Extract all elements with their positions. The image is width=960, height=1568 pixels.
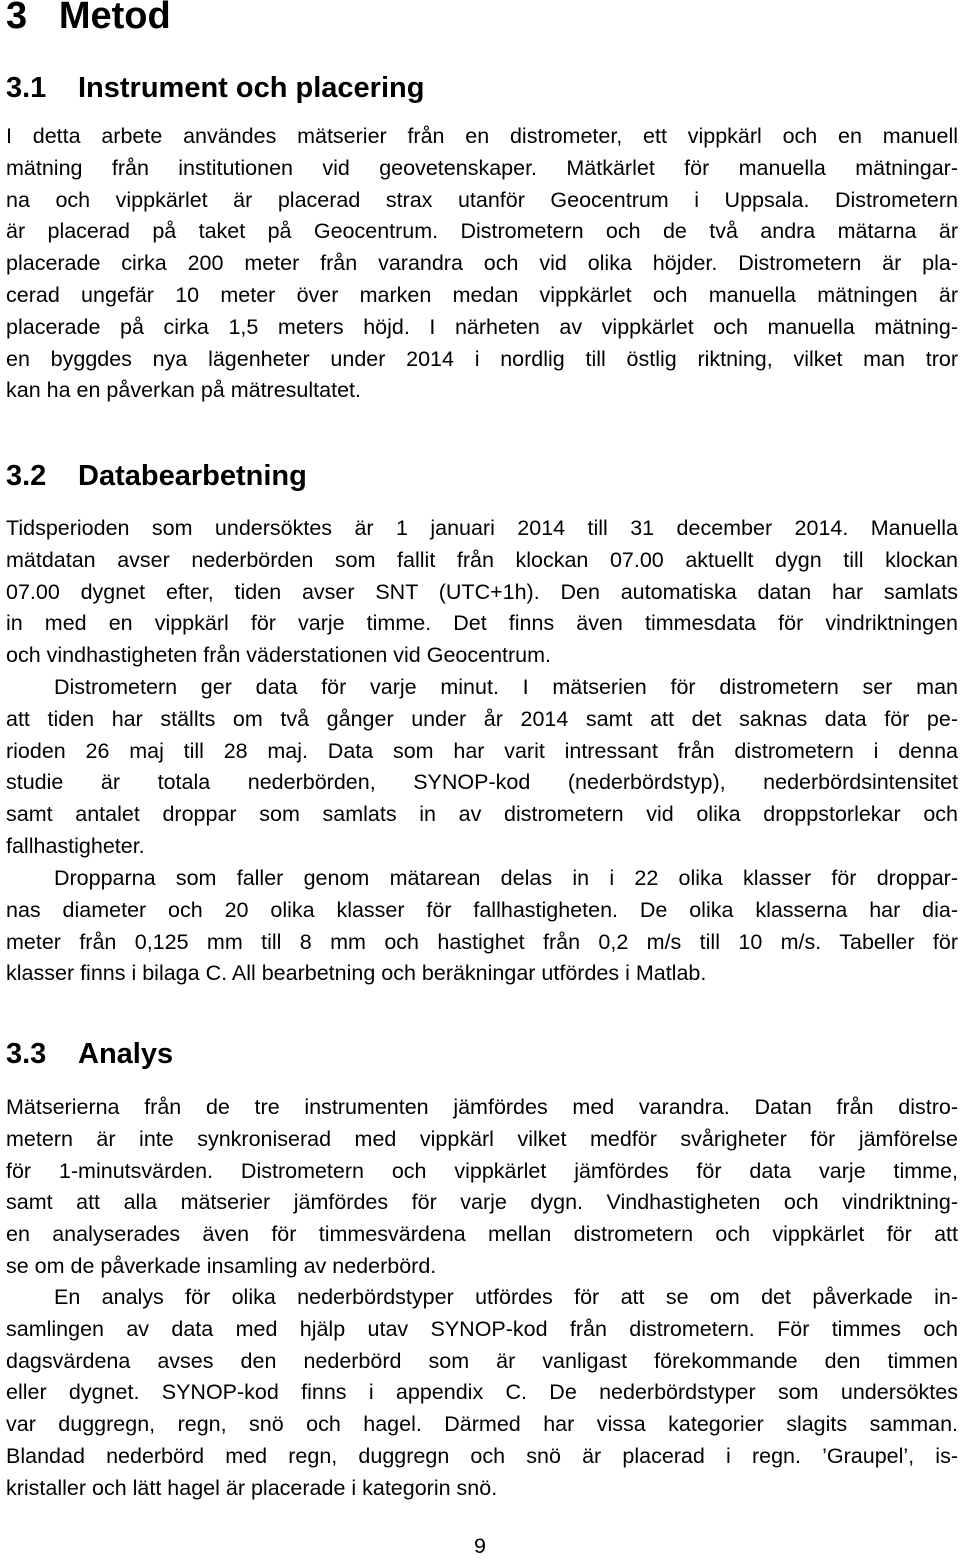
text-line: 07.00 dygnet efter, tiden avser SNT (UTC+1h). Den automatiska datan har samlats (6, 579, 958, 604)
text-line: att tiden har ställts om två gånger under år 2014 samt att det saknas data för pe- (6, 706, 958, 731)
text-line: Dropparna som faller genom mätarean delas in i 22 olika klasser för droppar- (54, 866, 958, 890)
text-line: fallhastigheter. (6, 833, 145, 858)
text-line: en analyserades även för timmesvärdena mellan distrometern och vippkärlet för att (6, 1222, 958, 1247)
text-line: en byggdes nya lägenheter under 2014 i nordlig till östlig riktning, vilket man tror (6, 346, 958, 371)
text-line: placerade cirka 200 meter från varandra och vid olika höjder. Distrometern är pla- (6, 251, 958, 276)
text-line: mätdatan avser nederbörden som fallit från klockan 07.00 aktuellt dygn till klockan (6, 547, 958, 572)
text-line: eller dygnet. SYNOP-kod finns i appendix C. De nederbördstyper som undersöktes (6, 1380, 958, 1405)
text-line: och vindhastigheten från väderstationen vid Geocentrum. (6, 643, 551, 668)
text-line: rioden 26 maj till 28 maj. Data som har varit intressant från distrometern i denna (6, 738, 958, 763)
section-heading-3-1 (6, 70, 424, 106)
section-number: 3.3 (6, 1038, 47, 1070)
text-line: klasser finns i bilaga C. All bearbetning och beräkningar utfördes i Matlab. (6, 961, 707, 986)
text-line: kristaller och lätt hagel är placerade i kategorin snö. (6, 1475, 498, 1500)
text-line: nas diameter och 20 olika klasser för fallhastigheten. De olika klasserna har dia- (6, 897, 958, 922)
text-line: samt att alla mätserier jämfördes för varje dygn. Vindhastigheten och vindriktning- (6, 1190, 958, 1215)
text-line: var duggregn, regn, snö och hagel. Därmed har vissa kategorier slagits samman. (6, 1412, 958, 1437)
text-line: för 1-minutsvärden. Distrometern och vippkärlet jämfördes för data varje timme, (6, 1158, 958, 1183)
chapter-heading (6, 0, 171, 38)
paragraph-3-3-2 (6, 1282, 958, 1505)
text-line: Blandad nederbörd med regn, duggregn och snö är placerad i regn. ’Graupel’, is- (6, 1443, 958, 1468)
section-heading-3-3 (6, 1036, 173, 1072)
text-line: meter från 0,125 mm till 8 mm och hastighet från 0,2 m/s till 10 m/s. Tabeller för (6, 929, 958, 954)
text-line: dagsvärdena avses den nederbörd som är vanligast förekommande den timmen (6, 1348, 958, 1373)
text-line: mätning från institutionen vid geovetenskaper. Mätkärlet för manuella mätningar- (6, 155, 958, 180)
chapter-title: Metod (58, 0, 171, 37)
text-line: är placerad på taket på Geocentrum. Distrometern och de två andra mätarna är (6, 219, 958, 244)
section-number: 3.2 (6, 460, 47, 492)
text-line: Tidsperioden som undersöktes är 1 januari 2014 till 31 december 2014. Manuella (6, 516, 958, 540)
paragraph-3-1-1 (6, 121, 958, 407)
paragraph-3-3-1 (6, 1092, 958, 1283)
text-line: samt antalet droppar som samlats in av distrometern vid olika droppstorlekar och (6, 802, 958, 827)
text-line: kan ha en påverkan på mätresultatet. (6, 378, 361, 403)
section-number: 3.1 (6, 72, 47, 104)
text-line: in med en vippkärl för varje timme. Det finns även timmesdata för vindriktningen (6, 611, 958, 636)
chapter-number: 3 (6, 0, 28, 37)
text-line: metern är inte synkroniserad med vippkärl vilket medför svårigheter för jämförelse (6, 1126, 958, 1151)
text-line: se om de påverkade insamling av nederbörd. (6, 1253, 437, 1278)
text-line: I detta arbete användes mätserier från en distrometer, ett vippkärl och en manuell (6, 124, 958, 148)
paragraph-3-2-3 (6, 863, 958, 990)
paragraph-3-2-1 (6, 513, 958, 672)
text-line: Mätserierna från de tre instrumenten jämfördes med varandra. Datan från distro- (6, 1095, 958, 1119)
section-title: Instrument och placering (78, 72, 425, 104)
text-line: na och vippkärlet är placerad strax utanför Geocentrum i Uppsala. Distrometern (6, 187, 958, 212)
text-line: placerade på cirka 1,5 meters höjd. I närheten av vippkärlet och manuella mätning- (6, 314, 958, 339)
text-line: samlingen av data med hjälp utav SYNOP-kod från distrometern. För timmes och (6, 1316, 958, 1341)
text-line: Distrometern ger data för varje minut. I mätserien för distrometern ser man (54, 675, 958, 699)
section-title: Analys (78, 1038, 174, 1070)
text-line: studie är totala nederbörden, SYNOP-kod (nederbördstyp), nederbördsintensitet (6, 770, 958, 795)
section-heading-3-2 (6, 458, 307, 494)
text-line: cerad ungefär 10 meter över marken medan vippkärlet och manuella mätningen är (6, 282, 958, 307)
section-title: Databearbetning (78, 460, 307, 492)
paragraph-3-2-2 (6, 672, 958, 863)
text-line: En analys för olika nederbördstyper utfördes för att se om det påverkade in- (54, 1285, 958, 1309)
page-number: 9 (474, 1534, 486, 1558)
